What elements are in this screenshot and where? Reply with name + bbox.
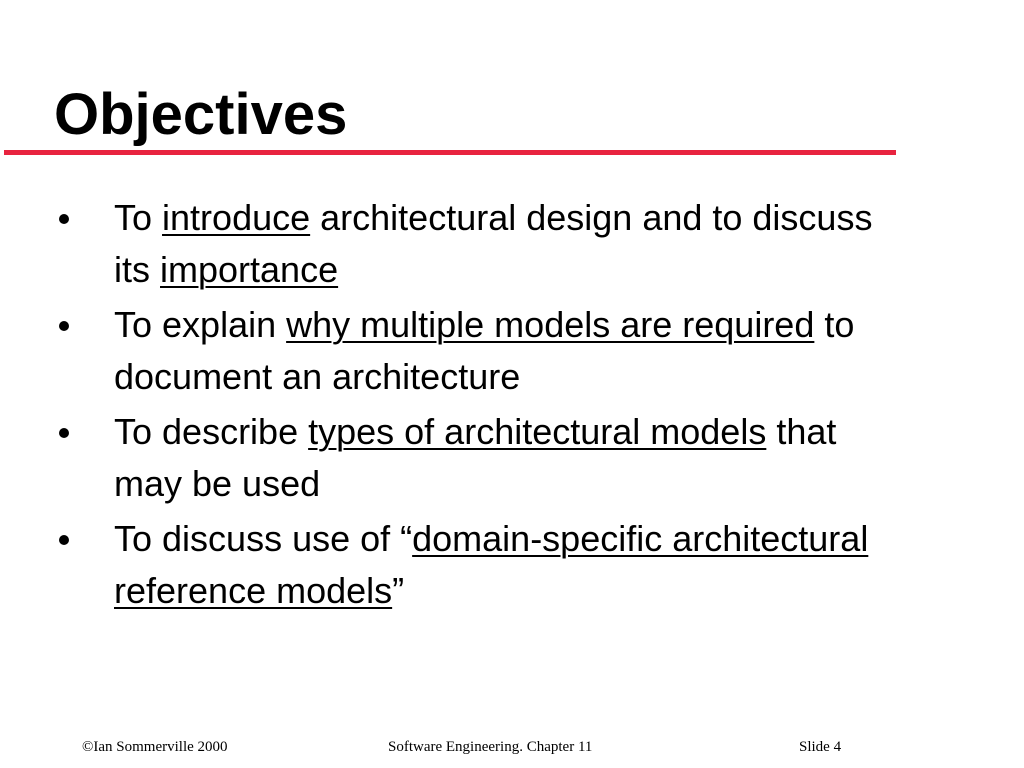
bullet-dot-icon	[59, 428, 69, 438]
bullet-text-post: that may be used	[114, 411, 837, 504]
bullet-text-pre: To discuss use of “	[114, 518, 413, 559]
bullet-item-introduce	[0, 192, 874, 296]
footer-copyright: ©Ian Sommerville 2000	[82, 739, 228, 755]
footer-slide-number: Slide 4	[799, 739, 842, 755]
underlined-term-multiple-models: why multiple models are required	[286, 304, 815, 345]
bullet-text-post: architectural design and to discuss its	[114, 197, 873, 290]
bullet-text-pre: To	[114, 197, 163, 238]
title-underline-rule	[4, 150, 896, 155]
bullet-text-post: ”	[392, 570, 405, 611]
bullet-item-describe	[0, 406, 874, 510]
underlined-term-reference-models: domain-specific architectural reference models	[114, 518, 869, 611]
bullet-dot-icon	[59, 214, 69, 224]
bullet-item-discuss	[0, 513, 874, 617]
footer-chapter: Software Engineering. Chapter 11	[388, 739, 593, 755]
bullet-item-explain	[0, 299, 874, 403]
underlined-term-introduce: introduce	[162, 197, 311, 238]
bullet-dot-icon	[59, 321, 69, 331]
underlined-term-importance: importance	[160, 249, 339, 290]
underlined-term-model-types: types of architectural models	[308, 411, 767, 452]
objectives-list	[0, 192, 1024, 620]
bullet-text-post: to document an architecture	[114, 304, 855, 397]
slide-title: Objectives	[54, 82, 348, 147]
bullet-text-pre: To explain	[114, 304, 287, 345]
bullet-text-pre: To describe	[114, 411, 309, 452]
bullet-dot-icon	[59, 535, 69, 545]
